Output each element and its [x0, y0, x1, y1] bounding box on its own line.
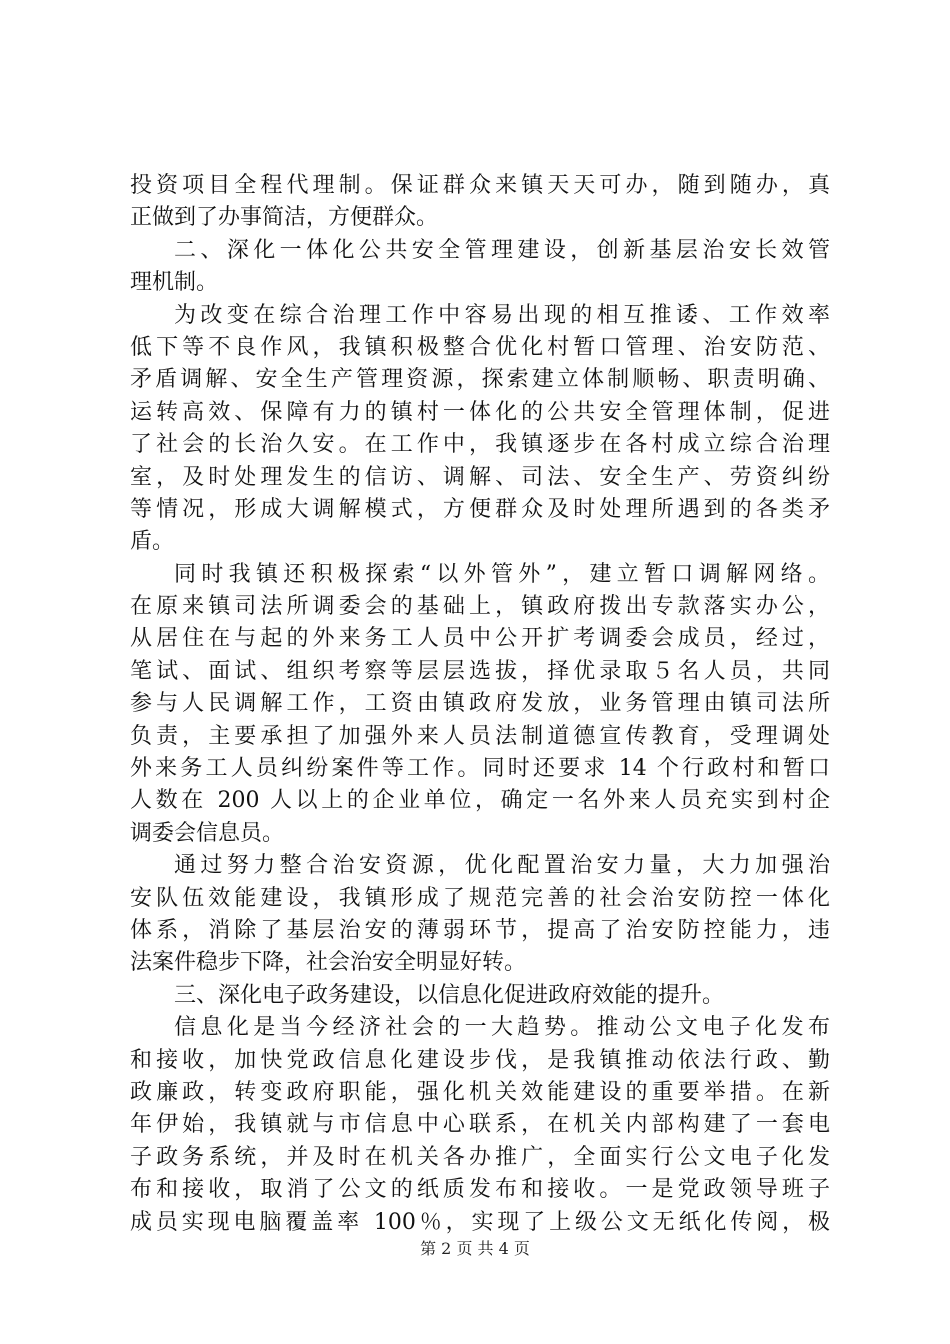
text-line: 调委会信息员。: [130, 820, 285, 846]
page-footer: [0, 1236, 950, 1259]
text-line: 笔试、面试、组织考察等层层选拔，择优录取５名人员，共同: [130, 658, 830, 684]
text-line: 信息化是当今经济社会的一大趋势。推动公文电子化发布: [174, 1015, 830, 1041]
text-line: 法案件稳步下降，社会治安全明显好转。: [130, 950, 527, 976]
text-line: 安队伍效能建设，我镇形成了规范完善的社会治安防控一体化: [130, 885, 830, 911]
text-line: 了社会的长治久安。在工作中，我镇逐步在各村成立综合治理: [130, 432, 830, 458]
text-line: 布和接收，取消了公文的纸质发布和接收。一是党政领导班子: [130, 1177, 830, 1203]
text-line: 政廉政，转变政府职能，强化机关效能建设的重要举措。在新: [130, 1079, 830, 1105]
text-line: 低下等不良作风，我镇积极整合优化村暂口管理、治安防范、: [130, 334, 830, 360]
text-line: 室，及时处理发生的信访、调解、司法、安全生产、劳资纠纷: [130, 464, 830, 490]
text-line: 负责，主要承担了加强外来人员法制道德宣传教育，受理调处: [130, 723, 830, 749]
text-line: 和接收，加快党政信息化建设步伐，是我镇推动依法行政、勤: [130, 1047, 830, 1073]
text-line: 从居住在与起的外来务工人员中公开扩考调委会成员，经过，: [130, 626, 830, 652]
text-line: 成员实现电脑覆盖率 100％，实现了上级公文无纸化传阅，极: [130, 1209, 830, 1235]
text-line: 参与人民调解工作，工资由镇政府发放，业务管理由镇司法所: [130, 691, 830, 717]
text-line: 为改变在综合治理工作中容易出现的相互推诿、工作效率: [174, 302, 830, 328]
text-line: 人数在 200 人以上的企业单位，确定一名外来人员充实到村企: [130, 788, 830, 814]
text-line: 子政务系统，并及时在机关各办推广，全面实行公文电子化发: [130, 1144, 830, 1170]
section-heading-3: 三、深化电子政务建设，以信息化促进政府效能的提升。: [174, 982, 725, 1008]
text-line: 盾。: [130, 529, 175, 555]
text-line: 运转高效、保障有力的镇村一体化的公共安全管理体制，促进: [130, 399, 830, 425]
text-line: 投资项目全程代理制。保证群众来镇天天可办，随到随办，真: [130, 173, 830, 198]
text-line: 年伊始，我镇就与市信息中心联系，在机关内部构建了一套电: [130, 1112, 830, 1138]
text-line: 外来务工人员纠纷案件等工作。同时还要求 14 个行政村和暂口: [130, 756, 830, 782]
text-line: 体系，消除了基层治安的薄弱环节，提高了治安防控能力，违: [130, 917, 830, 943]
text-line: 等情况，形成大调解模式，方便群众及时处理所遇到的各类矛: [130, 496, 830, 522]
text-line: 理机制。: [130, 270, 219, 296]
text-line: 通过努力整合治安资源，优化配置治安力量，大力加强治: [174, 853, 830, 879]
text-line: 同时我镇还积极探索“以外管外”，建立暂口调解网络。: [174, 561, 830, 587]
document-body: [130, 170, 830, 1239]
text-line: 正做到了办事简洁，方便群众。: [130, 205, 439, 231]
text-line: 在原来镇司法所调委会的基础上，镇政府拨出专款落实办公，: [130, 594, 830, 620]
text-line: 矛盾调解、安全生产管理资源，探索建立体制顺畅、职责明确、: [130, 367, 830, 393]
section-heading-2: 二、深化一体化公共安全管理建设，创新基层治安长效管: [174, 237, 830, 263]
page-number-label: 第 2 页 共 4 页: [420, 1239, 530, 1258]
